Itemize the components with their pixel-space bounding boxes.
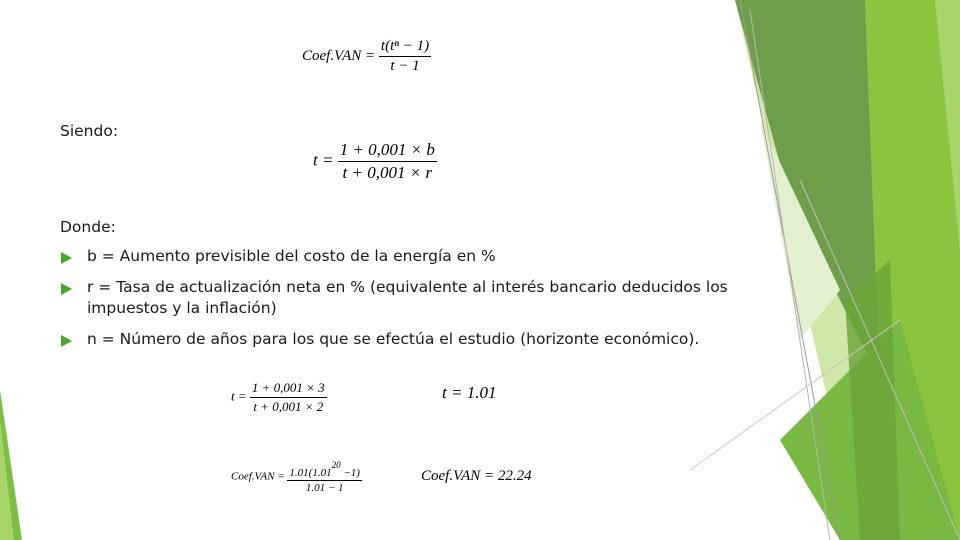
bullet-arrow-icon [61, 335, 72, 347]
siendo-label: Siendo: [60, 122, 119, 140]
list-item [60, 277, 740, 319]
formula-t-calculation-lhs: t = [231, 388, 247, 404]
formula-coef-van-denominator: t − 1 [379, 56, 431, 75]
list-item-text: r = Tasa de actualización neta en % (equivalente al interés bancario deducidos los impuestos y la inflación) [87, 278, 728, 317]
formula-t-definition [313, 140, 437, 183]
formula-t-result: t = 1.01 [442, 383, 497, 402]
formula-t-definition-numerator: 1 + 0,001 × b [339, 140, 435, 159]
formula-t-definition-lhs: t = [313, 150, 334, 170]
formula-coef-van-result: Coef.VAN = 22.24 [421, 468, 532, 484]
bullet-arrow-icon [61, 252, 72, 264]
formula-coef-van-calculation-numerator [287, 460, 362, 480]
bullet-arrow-icon [61, 283, 72, 295]
formula-coef-van-calculation [231, 460, 362, 494]
formula-coef-van-fraction [379, 38, 431, 75]
donde-label: Donde: [60, 218, 116, 236]
formula-t-calculation-denominator: t + 0,001 × 2 [250, 397, 327, 415]
formula-t-definition-denominator: t + 0,001 × r [338, 161, 437, 183]
formula-coef-van [302, 38, 431, 75]
formula-coef-van-numerator: t(tⁿ − 1) [380, 38, 430, 54]
formula-coef-van-calculation-denominator: 1.01 − 1 [287, 480, 362, 494]
numerator-exponent: 20 [331, 460, 341, 470]
numerator-tail: −1) [340, 467, 360, 479]
formula-t-calculation [231, 380, 327, 415]
definitions-list [60, 246, 740, 360]
formula-coef-van-calculation-fraction [287, 460, 362, 494]
list-item [60, 329, 740, 350]
formula-t-definition-fraction [338, 140, 437, 183]
formula-t-calculation-fraction [250, 380, 327, 415]
formula-t-calculation-numerator: 1 + 0,001 × 3 [251, 380, 325, 395]
list-item-text: n = Número de años para los que se efectúa el estudio (horizonte económico). [87, 330, 700, 348]
list-item-text: b = Aumento previsible del costo de la energía en % [87, 247, 496, 265]
formula-coef-van-calculation-lhs: Coef.VAN = [231, 470, 285, 483]
formula-coef-van-lhs: Coef.VAN = [302, 47, 376, 64]
numerator-base: 1.01(1.01 [289, 467, 332, 479]
list-item [60, 246, 740, 267]
